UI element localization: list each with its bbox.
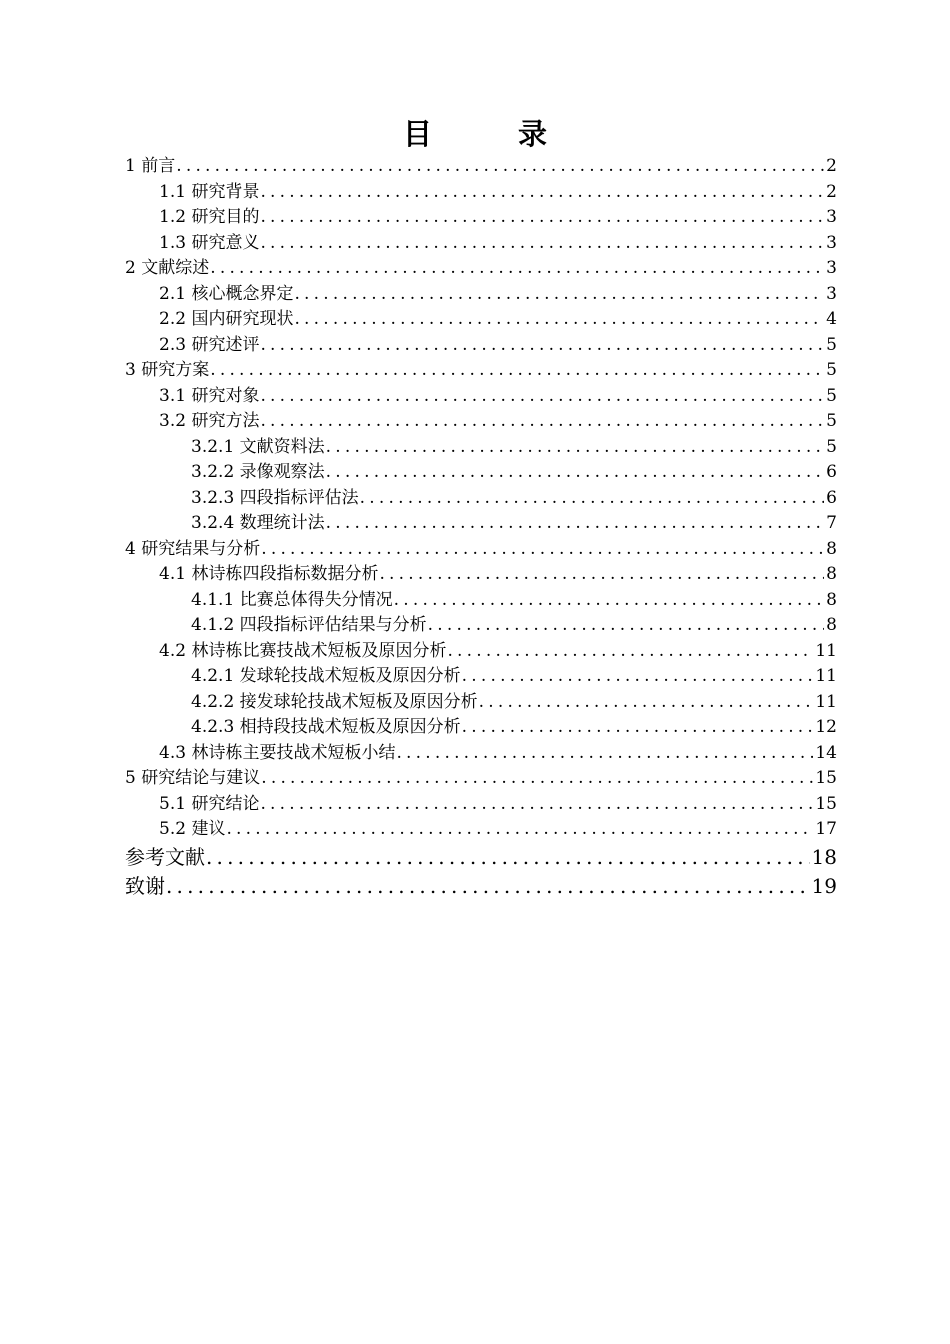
toc-entry[interactable] [125,307,837,333]
toc-entry-page-number: 8 [826,538,837,559]
toc-entry[interactable] [125,511,837,537]
dot-leader [210,358,824,384]
dot-leader [260,384,824,410]
dot-leader [260,409,824,435]
toc-entry[interactable] [125,358,837,384]
toc-entry[interactable] [125,588,837,614]
dot-leader [326,460,825,486]
toc-entry-page-number: 5 [826,385,837,406]
toc-entry[interactable] [125,180,837,206]
toc-entry[interactable] [125,817,837,843]
toc-entry-title: 4.1 林诗栋四段指标数据分析 [159,564,379,584]
toc-entry[interactable] [125,154,837,180]
toc-entry-title: 4.2 林诗栋比赛技战术短板及原因分析 [159,640,447,661]
toc-entry-title: 3.2.4 数理统计法 [191,513,325,533]
toc-entry[interactable] [125,205,837,231]
toc-entry-page-number: 5 [826,360,837,380]
dot-leader [462,664,814,690]
toc-entry-page-number: 17 [815,819,837,839]
toc-entry[interactable] [125,409,837,435]
toc-entry-page-number: 15 [815,768,837,788]
toc-entry[interactable] [125,690,837,716]
toc-entry[interactable] [125,639,837,665]
toc-entry-page-number: 4 [826,309,837,329]
toc-entry-page-number: 15 [815,793,837,814]
toc-entry[interactable] [125,766,837,792]
toc-entry-page-number: 8 [826,589,837,610]
dot-leader [479,690,814,716]
toc-entry-title: 3.2.1 文献资料法 [191,436,325,457]
toc-entry-page-number: 8 [826,564,837,584]
toc-entry[interactable] [125,562,837,588]
toc-entry-page-number: 11 [815,640,837,661]
toc-entry[interactable] [125,537,837,563]
toc-entry-title: 5.2 建议 [159,819,226,839]
toc-entry-title: 1 前言 [125,156,176,176]
toc-entry-title: 4 研究结果与分析 [125,538,261,559]
toc-entry-page-number: 5 [826,334,837,355]
toc-entry-page-number: 2 [826,181,837,202]
dot-leader [326,511,825,537]
toc-entry-title: 1.2 研究目的 [159,207,260,227]
toc-entry[interactable] [125,231,837,257]
toc-entry-title: 5.1 研究结论 [159,793,260,814]
dot-leader [428,613,825,639]
toc-entry-page-number: 8 [826,615,837,635]
dot-leader [294,307,824,333]
toc-entry[interactable] [125,333,837,359]
dot-leader [326,435,825,461]
toc-entry-title: 2.2 国内研究现状 [159,309,294,329]
toc-entry-title: 2.3 研究述评 [159,334,260,355]
toc-entry-page-number: 3 [826,283,837,304]
toc-entry-page-number: 2 [826,156,837,176]
table-of-contents [125,154,837,901]
toc-entry-title: 致谢 [125,873,165,898]
toc-entry[interactable] [125,460,837,486]
dot-leader [261,537,824,563]
toc-entry-title: 3 研究方案 [125,360,210,380]
toc-entry[interactable] [125,256,837,282]
toc-entry-page-number: 14 [815,742,837,763]
dot-leader [261,766,813,792]
toc-entry[interactable] [125,613,837,639]
dot-leader [226,817,813,843]
toc-title: 目 录 [402,117,586,151]
toc-entry-page-number: 12 [815,717,837,737]
dot-leader [260,231,824,257]
toc-entry[interactable] [125,435,837,461]
toc-entry-title: 参考文献 [125,844,205,869]
toc-entry-title: 3.2 研究方法 [159,411,260,431]
toc-entry-page-number: 5 [826,436,837,457]
toc-entry-title: 3.2.3 四段指标评估法 [191,487,359,508]
toc-entry-page-number: 6 [826,487,837,508]
toc-entry-page-number: 3 [826,232,837,253]
toc-entry-title: 4.2.1 发球轮技战术短板及原因分析 [191,666,461,686]
toc-entry-title: 3.2.2 录像观察法 [191,462,325,482]
toc-entry[interactable] [125,486,837,512]
dot-leader [294,282,824,308]
toc-entry[interactable] [125,664,837,690]
dot-leader [360,486,825,512]
toc-entry-page-number: 11 [815,691,837,712]
toc-entry-page-number: 18 [811,844,837,869]
dot-leader [210,256,824,282]
dot-leader [206,843,810,872]
dot-leader [396,741,813,767]
toc-entry[interactable] [125,384,837,410]
toc-entry-title: 2.1 核心概念界定 [159,283,294,304]
dot-leader [260,180,824,206]
dot-leader [176,154,824,180]
toc-entry-page-number: 11 [815,666,837,686]
toc-entry-title: 3.1 研究对象 [159,385,260,406]
dot-leader [260,205,824,231]
toc-entry-page-number: 7 [826,513,837,533]
toc-entry-title: 4.3 林诗栋主要技战术短板小结 [159,742,396,763]
toc-entry-page-number: 19 [811,873,837,898]
toc-entry-title: 4.1.1 比赛总体得失分情况 [191,589,393,610]
toc-entry-title: 4.1.2 四段指标评估结果与分析 [191,615,427,635]
toc-entry-title: 1.1 研究背景 [159,181,260,202]
toc-entry[interactable] [125,843,837,872]
toc-entry-page-number: 6 [826,462,837,482]
dot-leader [166,872,810,901]
toc-entry-page-number: 3 [826,207,837,227]
toc-entry-title: 2 文献综述 [125,258,210,278]
toc-entry[interactable] [125,715,837,741]
toc-entry[interactable] [125,741,837,767]
dot-leader [447,639,813,665]
toc-entry[interactable] [125,872,837,901]
toc-entry-title: 4.2.3 相持段技战术短板及原因分析 [191,717,461,737]
dot-leader [260,792,813,818]
toc-entry-title: 4.2.2 接发球轮技战术短板及原因分析 [191,691,478,712]
toc-entry-page-number: 3 [826,258,837,278]
dot-leader [394,588,825,614]
toc-entry[interactable] [125,282,837,308]
dot-leader [462,715,814,741]
dot-leader [260,333,824,359]
toc-entry-title: 1.3 研究意义 [159,232,260,253]
toc-entry-page-number: 5 [826,411,837,431]
dot-leader [379,562,824,588]
toc-entry[interactable] [125,792,837,818]
toc-entry-title: 5 研究结论与建议 [125,768,261,788]
